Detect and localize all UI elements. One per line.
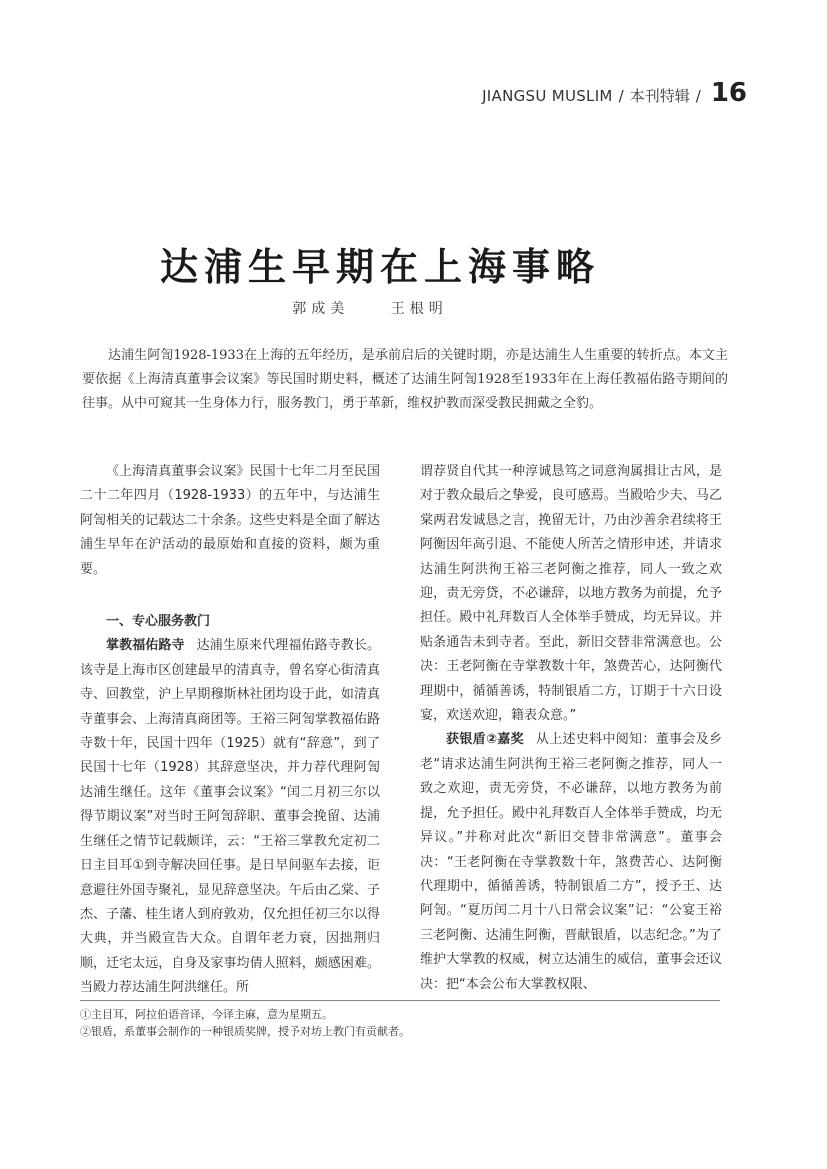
- author-name: 王根明: [390, 301, 448, 317]
- abstract: 达浦生阿訇1928-1933在上海的五年经历，是承前启后的关键时期，亦是达浦生人生重要的转折点。本文主要依据《上海清真董事会议案》等民国时期史料，概述了达浦生阿訇1928至1933年在上海任教福佑路寺期间的往事。从中可窥其一生身体力行，服务教门，勇于革新，维权护教而深受教民拥戴之全豹。: [82, 348, 728, 411]
- section-heading: 一、专心服务教门: [106, 614, 211, 630]
- author-name: 郭成美: [292, 301, 350, 317]
- page-number: 16: [710, 78, 747, 108]
- footnote: ②银盾，系董事会制作的一种银质奖牌，授予对坊上教门有贡献者。: [80, 1025, 410, 1038]
- footnote: ①主目耳，阿拉伯语音译，今译主麻，意为星期五。: [80, 1008, 333, 1021]
- author-list: [0, 298, 740, 318]
- intro-paragraph: 《上海清真董事会议案》民国十七年二月至民国二十二年四月（1928-1933）的五年中，与达浦生阿訇相关的记载达二十余条。这些史料是全面了解达浦生早年在沪活动的最原始和直接的资料，颇为重要。: [80, 464, 380, 577]
- subsection-title: 掌教福佑路寺: [106, 638, 185, 654]
- subsection-text: 从上述史料中阅知：董事会及乡老“请求达浦生阿洪徇王裕三老阿衡之推荐，同人一致之欢迎，责无旁贷，不必谦辞，以地方教务为前提，允予担任。殿中礼拜数百人全体举手赞成，均无异议。”并称对此次“新旧交替非常满意”。董事会决：“王老阿衡在寺掌教数十年，煞费苦心、达阿衡代理期中，循循善诱，特制银盾二方”，授予王、达阿訇。“夏历闰二月十八日常会议案”记：“公宴王裕三老阿衡、达浦生阿衡，晋献银盾，以志纪念。”为了维护大掌教的权威，树立达浦生的威信，董事会还议决：把“本会公布大掌教权限、: [420, 732, 722, 992]
- left-column: [80, 460, 380, 1001]
- body-paragraph: 谓荐贤自代其一种淳诚恳笃之词意洵属揖让古风，是对于教众最后之挚爱，良可感焉。当殿哈少夫、马乙棠两君发诚恳之言，挽留无计，乃由沙善余君续将王阿衡因年高引退、不能使人所苦之情形申述，并请求达浦生阿洪徇王裕三老阿衡之推荐，同人一致之欢迎，责无旁贷，不必谦辞，以地方教务为前提，允予担任。殿中礼拜数百人全体举手赞成，均无异议。并贴条通告未到寺者。至此，新旧交替非常满意也。公决：王老阿衡在寺掌教数十年，煞费苦心，达阿衡代理期中，循循善诱，特制银盾二方，订期于十六日设宴，欢送欢迎，籍表众意。”: [420, 464, 722, 724]
- subsection-title: 获银盾②嘉奖: [446, 732, 524, 748]
- running-header: [482, 78, 747, 108]
- body-paragraph: [420, 728, 722, 996]
- header-separator: /: [618, 87, 624, 105]
- right-column: [420, 460, 722, 997]
- journal-name: JIANGSU MUSLIM: [482, 87, 613, 105]
- footnotes: [80, 1006, 720, 1040]
- subsection-text: 达浦生原来代理福佑路寺教长。该寺是上海市区创建最早的清真寺，曾名穿心街清真寺、回教堂，沪上早期穆斯林社团均设于此，如清真寺董事会、上海清真商团等。王裕三阿訇掌教福佑路寺数十年，民国十四年（1925）就有“辞意”，到了民国十七年（1928）其辞意坚决，并力荐代理阿訇达浦生继任。这年《董事会议案》“闰二月初三尔以得节期议案”对当时王阿訇辞职、董事会挽留、达浦生继任之情节记载颇详，云：“王裕三掌教允定初二日主目耳①到寺解决回任事。是日早间驱车去接，讵意避往外国寺聚礼，显见辞意坚决。午后由乙棠、子杰、子藩、桂生诸人到府敦劝，仅允担任初三尔以得大典，并当殿宣告大众。自谓年老力衰，因拙荆归顺，迁宅太远，自身及家事均倩人照料，颇感困难。当殿力荐达浦生阿洪继任。所: [80, 638, 380, 996]
- article-title: 达浦生早期在上海事略: [159, 245, 600, 289]
- body-paragraph: [80, 634, 380, 1000]
- section-name: 本刊特辑: [629, 87, 690, 105]
- footnote-divider: [80, 1000, 720, 1001]
- header-separator-2: /: [695, 87, 701, 105]
